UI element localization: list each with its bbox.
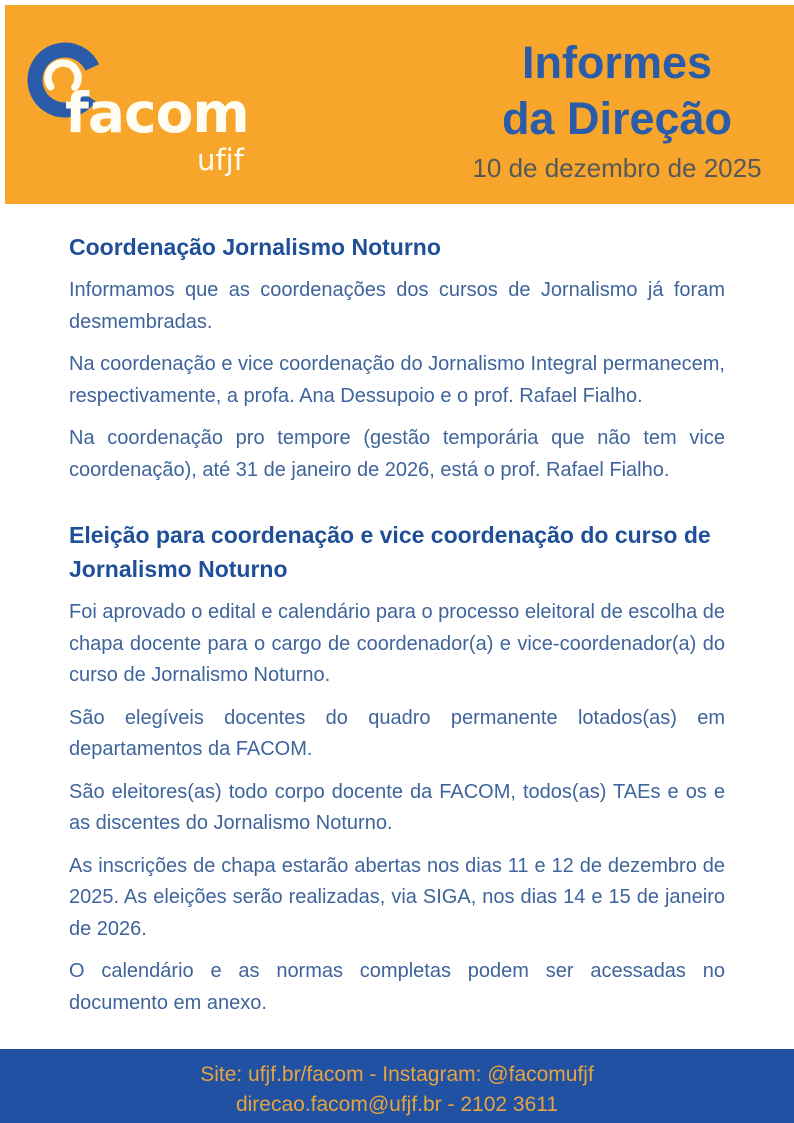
header-banner (5, 5, 794, 204)
issue-date: 10 de dezembro de 2025 (472, 153, 762, 183)
paragraph: Na coordenação pro tempore (gestão temporária que não tem vice coordenação), até 31 de janeiro de 2026, está o prof. Rafael Fialho. (69, 427, 725, 481)
page-title (435, 35, 794, 147)
logo-sub-text: ufjf (197, 143, 244, 177)
paragraph: As inscrições de chapa estarão abertas nos dias 11 e 12 de dezembro de 2025. As eleições serão realizadas, via SIGA, nos dias 14 e 15 de janeiro de 2026. (69, 854, 725, 940)
title-block (435, 35, 794, 184)
page-title-line-2: da Direção (501, 93, 733, 144)
paragraph: O calendário e as normas completas podem ser acessadas no documento em anexo. (69, 960, 725, 1014)
paragraph: São elegíveis docentes do quadro permanente lotados(as) em departamentos da FACOM. (69, 706, 725, 760)
content-area (69, 204, 725, 1019)
logo-brand-text: facom (65, 81, 249, 145)
footer-banner (0, 1049, 794, 1123)
footer-site-line: Site: ufjf.br/facom - Instagram: @facomufjf (200, 1063, 594, 1086)
footer-contact-line: direcao.facom@ufjf.br - 2102 3611 (235, 1093, 559, 1116)
paragraph: Na coordenação e vice coordenação do Jornalismo Integral permanecem, respectivamente, a profa. Ana Dessupoio e o prof. Rafael Fialho. (69, 353, 725, 407)
section-heading-eleicao: Eleição para coordenação e vice coordenação do curso de Jornalismo Noturno (69, 522, 711, 582)
paragraph: Informamos que as coordenações dos cursos de Jornalismo já foram desmembradas. (69, 279, 725, 333)
facom-logo (27, 38, 307, 188)
paragraph: Foi aprovado o edital e calendário para o processo eleitoral de escolha de chapa docente para o cargo de coordenador(a) e vice-coordenador(a) do curso de Jornalismo Noturno. (69, 601, 725, 686)
page-title-line-1: Informes (521, 37, 713, 88)
paragraph: São eleitores(as) todo corpo docente da FACOM, todos(as) TAEs e os e as discentes do Jornalismo Noturno. (69, 780, 725, 834)
section-heading-coordenacao: Coordenação Jornalismo Noturno (69, 234, 441, 260)
